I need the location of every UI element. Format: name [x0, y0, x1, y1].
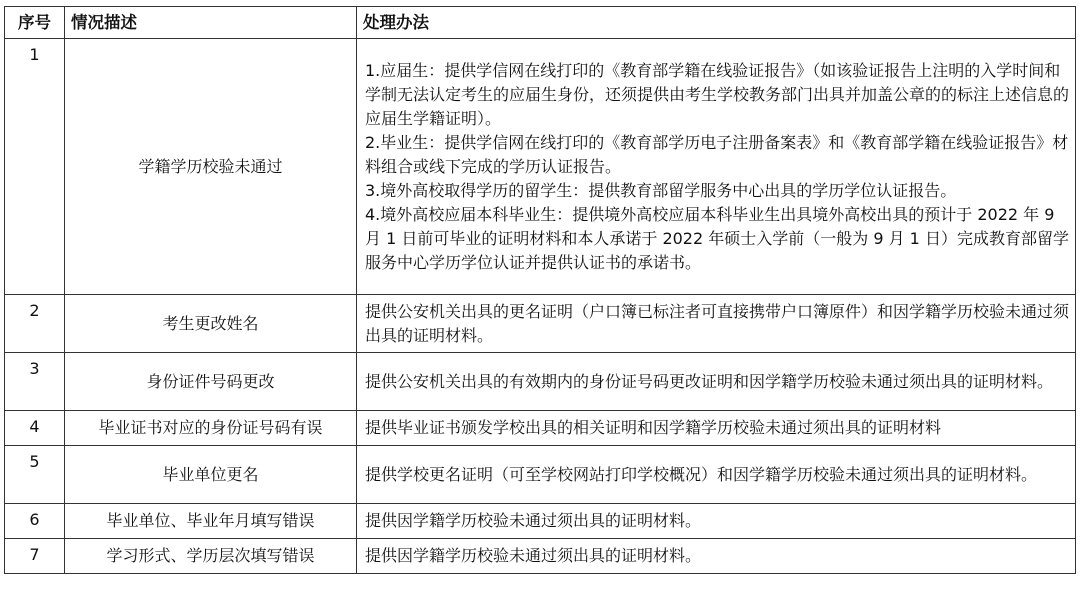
header-number: 序号	[5, 7, 65, 39]
method-line: 4.境外高校应届本科毕业生：提供境外高校应届本科毕业生出具境外高校出具的预计于 2022 年 9 月 1 日前可毕业的证明材料和本人承诺于 2022 年硕士入学前（一般为 9 月 1 日）完成教育部留学服务中心学历学位认证并提供认证书的承诺书。	[365, 204, 1069, 272]
method-line: 提供毕业证书颁发学校出具的相关证明和因学籍学历校验未通过须出具的证明材料	[365, 418, 942, 437]
header-method: 处理办法	[357, 7, 1076, 39]
row-method	[357, 504, 1076, 539]
row-number: 3	[5, 353, 65, 411]
row-method	[357, 411, 1076, 446]
method-line: 提供学校更名证明（可至学校网站打印学校概况）和因学籍学历校验未通过须出具的证明材料。	[365, 464, 1038, 484]
row-description: 毕业单位更名	[65, 446, 357, 504]
row-description: 学籍学历校验未通过	[65, 39, 357, 295]
row-description: 毕业单位、毕业年月填写错误	[65, 504, 357, 539]
row-number: 4	[5, 411, 65, 446]
method-line: 提供因学籍学历校验未通过须出具的证明材料。	[365, 511, 702, 530]
table-row	[5, 295, 1076, 353]
row-method	[357, 353, 1076, 411]
row-number: 1	[5, 39, 65, 295]
requirements-table	[4, 6, 1076, 574]
row-method	[357, 446, 1076, 504]
method-line: 提供因学籍学历校验未通过须出具的证明材料。	[365, 546, 702, 565]
row-description: 身份证件号码更改	[65, 353, 357, 411]
table-header-row	[5, 7, 1076, 39]
table-row	[5, 539, 1076, 574]
row-method	[357, 295, 1076, 353]
row-number: 2	[5, 295, 65, 353]
method-line: 1.应届生：提供学信网在线打印的《教育部学籍在线验证报告》（如该验证报告上注明的入学时间和学制无法认定考生的应届生身份，还须提供由考生学校教务部门出具并加盖公章的的标注上述信息的应届生学籍证明）。	[365, 60, 1070, 128]
table-row	[5, 411, 1076, 446]
header-description: 情况描述	[65, 7, 357, 39]
row-number: 5	[5, 446, 65, 504]
method-line: 2.毕业生：提供学信网在线打印的《教育部学历电子注册备案表》和《教育部学籍在线验证报告》材料组合或线下完成的学历认证报告。	[365, 132, 1069, 176]
row-description: 毕业证书对应的身份证号码有误	[65, 411, 357, 446]
table-row	[5, 39, 1076, 295]
row-method	[357, 539, 1076, 574]
table-row	[5, 446, 1076, 504]
row-description: 考生更改姓名	[65, 295, 357, 353]
table-row	[5, 504, 1076, 539]
row-number: 6	[5, 504, 65, 539]
table-row	[5, 353, 1076, 411]
method-line: 提供公安机关出具的有效期内的身份证号码更改证明和因学籍学历校验未通过须出具的证明材料。	[365, 371, 1054, 391]
method-line: 3.境外高校取得学历的留学生：提供教育部留学服务中心出具的学历学位认证报告。	[365, 180, 957, 200]
method-line: 提供公安机关出具的更名证明（户口簿已标注者可直接携带户口簿原件）和因学籍学历校验未通过须出具的证明材料。	[365, 301, 1070, 345]
row-description: 学习形式、学历层次填写错误	[65, 539, 357, 574]
row-method	[357, 39, 1076, 295]
row-number: 7	[5, 539, 65, 574]
